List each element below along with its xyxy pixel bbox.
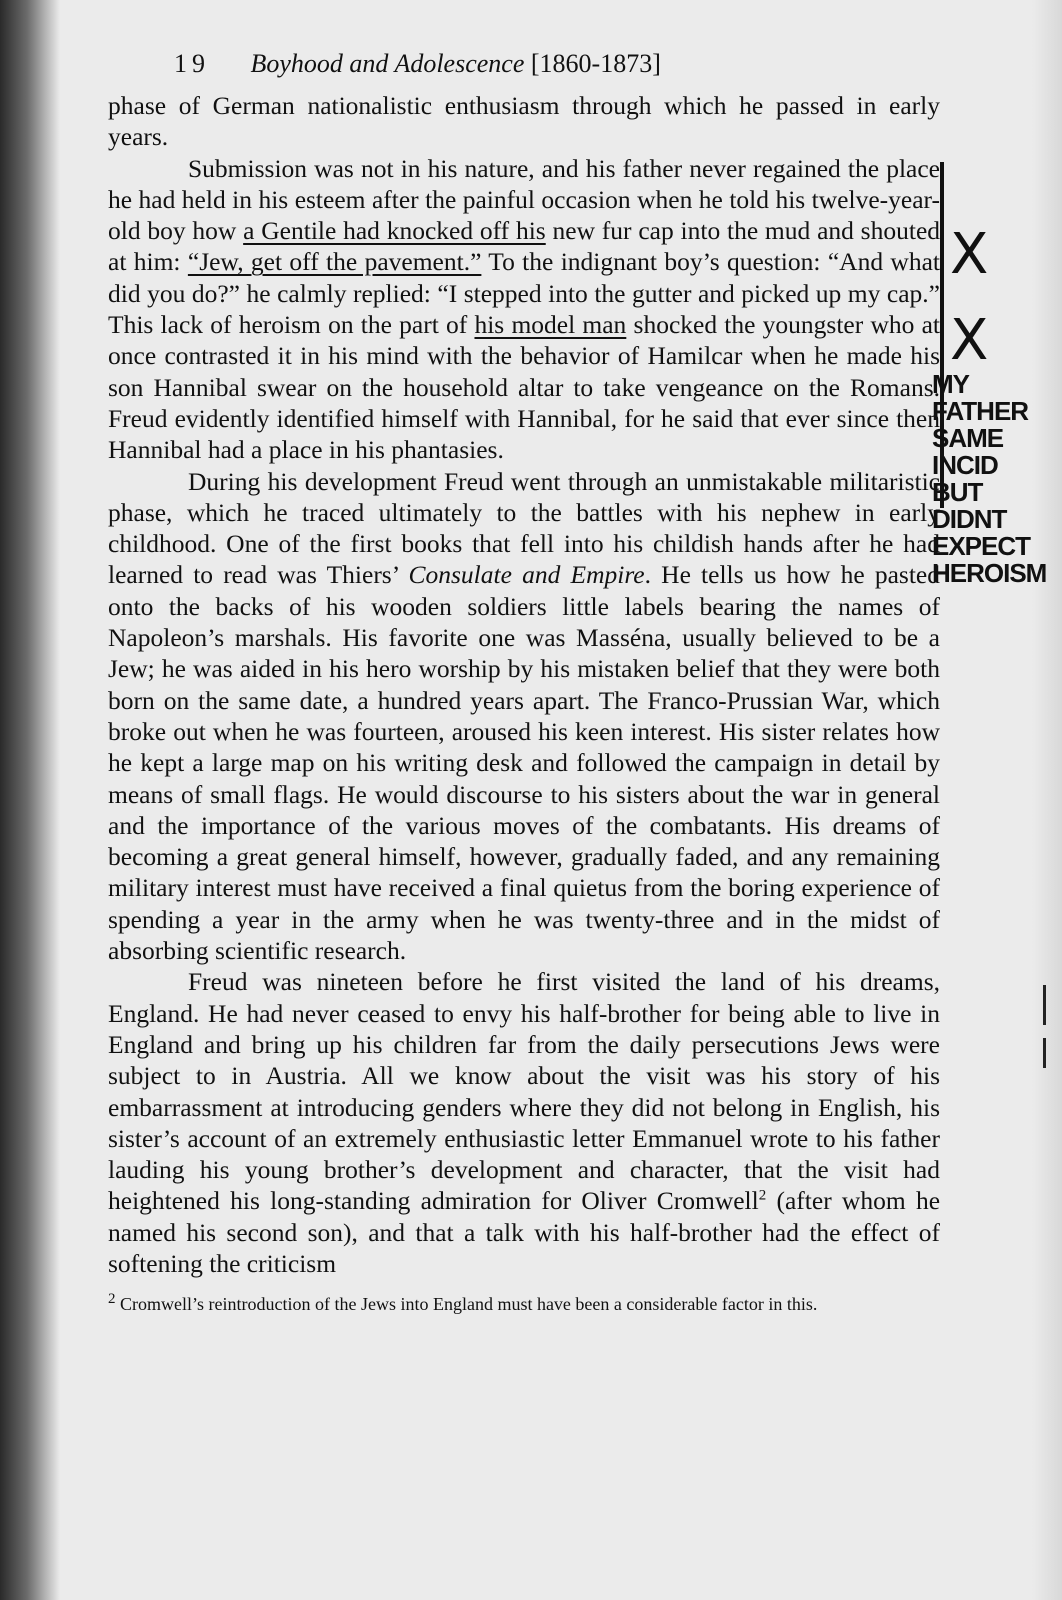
paragraph-text: phase of German nationalistic enthusiasm through which he passed in early years. [108, 91, 940, 152]
paragraph-text: shocked the youngster who at once contrasted it in his mind with the behavior of Hamilcar when he made his son Hannibal swear on the household altar to take vengeance on the Romans. Freud evidently identified himself with Hannibal, for he said that ever since then Hannibal had a place in his phantasies. [108, 310, 940, 465]
handwritten-word: HEROISM [932, 558, 1047, 588]
running-header [108, 44, 940, 90]
paragraph-text: Freud was nineteen before he first visited the land of his dreams, England. He had never ceased to envy his half-brother for being able to live in England and bring up his children far from the daily persecutions Jews were subject to in Austria. All we know about the visit was his story of his embarrassment at introducing genders where they did not belong in English, his sister’s account of an extremely enthusiastic letter Emmanuel wrote to his father lauding his young brother’s development and character, that the visit had heightened his long-standing admiration for Oliver Cromwell [108, 967, 940, 1216]
handwritten-word: EXPECT [932, 531, 1031, 561]
paragraph [108, 466, 940, 967]
paragraph-text: Submission was not in his nature, and his father never regained the place he had held in his esteem after the painful occasion when he told his twelve-year-old boy how [108, 153, 940, 246]
underlined-text: “Jew, get off the pavement.” [187, 247, 482, 277]
footnote-text: Cromwell’s reintroduction of the Jews into England must have been a considerable factor in this. [120, 1294, 818, 1315]
margin-mark [1043, 1038, 1046, 1068]
footnote-marker: 2 [108, 1291, 116, 1308]
handwritten-word: FATHER [932, 396, 1029, 426]
underlined-text: a Gentile had knocked off his [243, 216, 546, 246]
margin-mark [1043, 985, 1046, 1025]
paragraph [108, 90, 940, 153]
paragraph [108, 153, 940, 466]
footnote-ref: 2 [758, 1187, 767, 1204]
handwritten-annotation [932, 222, 1057, 588]
paragraph-text: During his development Freud went through an unmistakable militaristic phase, which he traced ultimately to the battles with his nephew in early childhood. One of the first books that fell into his childish hands after he had learned to read was Thiers’ [108, 466, 940, 590]
handwritten-x-mark: X [950, 308, 988, 373]
paragraph-text: To the indignant boy’s question: “And what did you do?” he calmly replied: “I stepped into the gutter and picked up my cap.” This lack of heroism on the part of [108, 247, 940, 340]
paragraph [108, 966, 940, 1279]
handwritten-word: BUT [932, 477, 983, 507]
paragraph-text: (after whom he named his second son), and that a talk with his half-brother had the effect of softening the criticism [108, 1186, 941, 1278]
chapter-title: Boyhood and Adolescence [250, 49, 525, 78]
book-page [108, 44, 940, 1316]
handwritten-x-mark: X [950, 222, 988, 287]
paragraph-text: . He tells us how he pasted onto the backs of his wooden soldiers little labels bearing the names of Napoleon’s marshals. His favorite one was Masséna, usually believed to be a Jew; he was aided in his hero worship by his mistaken belief that they were both born on the same date, a hundred years apart. The Franco-Prussian War, which broke out when he was fourteen, aroused his keen interest. His sister relates how he kept a large map on his writing desk and followed the campaign in detail by means of small flags. He would discourse to his sisters about the war in general and the importance of the various moves of the combatants. His dreams of becoming a great general himself, however, gradually faded, and any remaining military interest must have received a final quietus from the boring experience of spending a year in the army when he was twenty-three and in the midst of absorbing scientific research. [108, 560, 941, 966]
handwritten-word: MY [932, 369, 969, 399]
page-body [108, 90, 940, 1279]
handwritten-word: DIDNT [932, 504, 1007, 534]
handwritten-word: SAME [932, 423, 1004, 453]
underlined-text: his model man [474, 310, 627, 340]
chapter-years: [1860-1873] [530, 49, 661, 78]
book-title-italic: Consulate and Empire [408, 560, 645, 590]
page-number: 19 [174, 49, 210, 78]
book-gutter-shadow [0, 0, 60, 1600]
footnote [108, 1293, 940, 1316]
handwritten-word: INCID [932, 450, 998, 480]
paragraph-text: new fur cap into the mud and shouted at him: [108, 216, 941, 277]
